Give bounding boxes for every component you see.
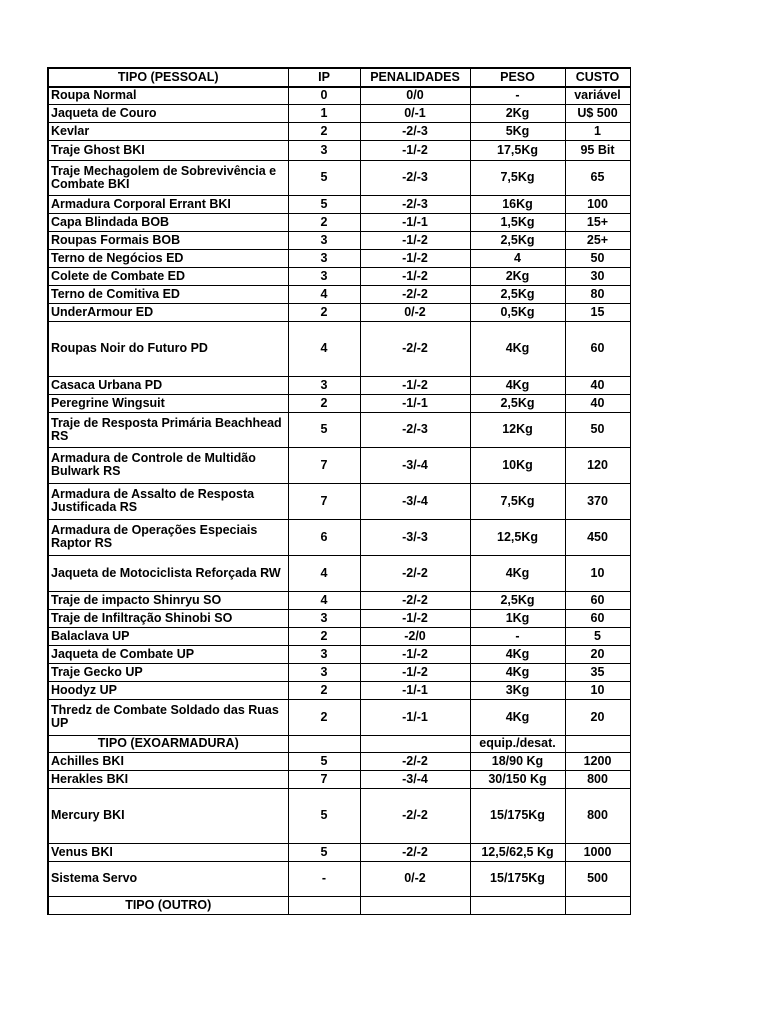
table-row (48, 788, 630, 843)
cell-tipo: Balaclava UP (48, 627, 288, 645)
header-ip: IP (288, 68, 360, 87)
cell-custo: 15 (565, 303, 630, 321)
table-row (48, 591, 630, 609)
cell-custo: 500 (565, 861, 630, 896)
cell-custo: 120 (565, 447, 630, 483)
cell-pen: -2/-3 (360, 412, 470, 447)
table-row (48, 483, 630, 519)
cell-pen (360, 735, 470, 752)
cell-tipo: Traje Ghost BKI (48, 140, 288, 160)
cell-pen: -1/-1 (360, 681, 470, 699)
cell-custo: 95 Bit (565, 140, 630, 160)
cell-peso: 12,5/62,5 Kg (470, 843, 565, 861)
cell-peso: 1,5Kg (470, 213, 565, 231)
cell-ip: 5 (288, 160, 360, 195)
cell-ip: 7 (288, 770, 360, 788)
cell-tipo: Venus BKI (48, 843, 288, 861)
cell-pen: 0/0 (360, 87, 470, 104)
cell-custo: 20 (565, 645, 630, 663)
table-row (48, 104, 630, 122)
table-row (48, 122, 630, 140)
cell-peso: 2Kg (470, 104, 565, 122)
table-row (48, 681, 630, 699)
cell-tipo: Roupas Noir do Futuro PD (48, 321, 288, 376)
table-row (48, 645, 630, 663)
cell-peso: 30/150 Kg (470, 770, 565, 788)
cell-tipo: Traje Mechagolem de Sobrevivência e Combate BKI (48, 160, 288, 195)
cell-pen: -2/-2 (360, 321, 470, 376)
cell-peso: 4Kg (470, 699, 565, 735)
table-row (48, 663, 630, 681)
header-penalidades: PENALIDADES (360, 68, 470, 87)
table-row (48, 285, 630, 303)
cell-tipo: Hoodyz UP (48, 681, 288, 699)
cell-peso: - (470, 627, 565, 645)
cell-ip: 5 (288, 412, 360, 447)
cell-peso: 2,5Kg (470, 231, 565, 249)
cell-tipo: Herakles BKI (48, 770, 288, 788)
cell-pen: -1/-2 (360, 140, 470, 160)
cell-pen: -1/-2 (360, 231, 470, 249)
cell-ip: 3 (288, 267, 360, 285)
cell-ip: 6 (288, 519, 360, 555)
table-row (48, 770, 630, 788)
cell-ip: 3 (288, 609, 360, 627)
table-row (48, 140, 630, 160)
cell-custo: 10 (565, 555, 630, 591)
cell-pen: 0/-2 (360, 303, 470, 321)
cell-custo: 65 (565, 160, 630, 195)
table-row (48, 231, 630, 249)
cell-ip (288, 735, 360, 752)
cell-custo: 30 (565, 267, 630, 285)
cell-pen: 0/-1 (360, 104, 470, 122)
table-row (48, 843, 630, 861)
cell-tipo: Jaqueta de Couro (48, 104, 288, 122)
cell-ip: 2 (288, 627, 360, 645)
cell-tipo: Colete de Combate ED (48, 267, 288, 285)
cell-ip: 3 (288, 376, 360, 394)
cell-custo: 15+ (565, 213, 630, 231)
cell-pen (360, 896, 470, 914)
cell-ip: 4 (288, 285, 360, 303)
cell-peso: 4Kg (470, 321, 565, 376)
cell-pen: -2/-2 (360, 591, 470, 609)
cell-pen: -1/-2 (360, 249, 470, 267)
cell-pen: -1/-1 (360, 213, 470, 231)
cell-ip: 4 (288, 555, 360, 591)
cell-pen: -2/-2 (360, 752, 470, 770)
cell-custo (565, 735, 630, 752)
cell-tipo: UnderArmour ED (48, 303, 288, 321)
section-row (48, 896, 630, 914)
section-row (48, 735, 630, 752)
cell-ip: 1 (288, 104, 360, 122)
cell-peso: 7,5Kg (470, 160, 565, 195)
cell-custo: 50 (565, 412, 630, 447)
cell-pen: -3/-4 (360, 447, 470, 483)
cell-pen: -3/-3 (360, 519, 470, 555)
cell-custo: 1 (565, 122, 630, 140)
cell-custo: 40 (565, 376, 630, 394)
table-row (48, 160, 630, 195)
cell-peso: 12,5Kg (470, 519, 565, 555)
cell-peso: 10Kg (470, 447, 565, 483)
cell-custo: 40 (565, 394, 630, 412)
cell-custo: 5 (565, 627, 630, 645)
cell-pen: -2/-2 (360, 843, 470, 861)
cell-tipo: Armadura de Controle de Multidão Bulwark RS (48, 447, 288, 483)
cell-pen: -2/0 (360, 627, 470, 645)
cell-ip: 2 (288, 303, 360, 321)
header-custo: CUSTO (565, 68, 630, 87)
cell-peso: 15/175Kg (470, 861, 565, 896)
table-row (48, 394, 630, 412)
cell-tipo: Thredz de Combate Soldado das Ruas UP (48, 699, 288, 735)
cell-tipo: Kevlar (48, 122, 288, 140)
cell-tipo: Terno de Comitiva ED (48, 285, 288, 303)
table-row (48, 376, 630, 394)
cell-ip: 3 (288, 231, 360, 249)
cell-ip: 3 (288, 140, 360, 160)
cell-tipo: Traje Gecko UP (48, 663, 288, 681)
cell-pen: -2/-2 (360, 285, 470, 303)
cell-ip: 2 (288, 699, 360, 735)
cell-tipo: Terno de Negócios ED (48, 249, 288, 267)
cell-ip: 5 (288, 788, 360, 843)
cell-custo: 20 (565, 699, 630, 735)
cell-custo: 60 (565, 321, 630, 376)
cell-peso: 4Kg (470, 376, 565, 394)
cell-peso: 2,5Kg (470, 394, 565, 412)
cell-custo: 100 (565, 195, 630, 213)
table-row (48, 752, 630, 770)
cell-custo: 1200 (565, 752, 630, 770)
table-row (48, 447, 630, 483)
cell-tipo: Roupas Formais BOB (48, 231, 288, 249)
cell-custo: 800 (565, 770, 630, 788)
cell-tipo: Jaqueta de Combate UP (48, 645, 288, 663)
cell-custo: 50 (565, 249, 630, 267)
cell-tipo: Mercury BKI (48, 788, 288, 843)
cell-tipo: Armadura de Operações Especiais Raptor RS (48, 519, 288, 555)
cell-custo: 10 (565, 681, 630, 699)
table-row (48, 699, 630, 735)
table-row (48, 321, 630, 376)
cell-peso: 1Kg (470, 609, 565, 627)
cell-ip: 3 (288, 663, 360, 681)
cell-pen: -2/-2 (360, 555, 470, 591)
cell-pen: -1/-2 (360, 609, 470, 627)
table-row (48, 213, 630, 231)
cell-ip: 7 (288, 447, 360, 483)
table-row (48, 555, 630, 591)
cell-ip: 5 (288, 752, 360, 770)
cell-peso: 12Kg (470, 412, 565, 447)
cell-ip: 3 (288, 645, 360, 663)
cell-ip: 4 (288, 321, 360, 376)
cell-custo: 370 (565, 483, 630, 519)
cell-peso: 5Kg (470, 122, 565, 140)
cell-peso: 4 (470, 249, 565, 267)
cell-peso: 0,5Kg (470, 303, 565, 321)
cell-tipo: Traje de Resposta Primária Beachhead RS (48, 412, 288, 447)
cell-peso: 4Kg (470, 645, 565, 663)
cell-peso: equip./desat. (470, 735, 565, 752)
cell-custo: 1000 (565, 843, 630, 861)
table-row (48, 249, 630, 267)
cell-pen: -1/-1 (360, 394, 470, 412)
cell-tipo: Armadura Corporal Errant BKI (48, 195, 288, 213)
header-tipo: TIPO (PESSOAL) (48, 68, 288, 87)
cell-peso: 7,5Kg (470, 483, 565, 519)
cell-custo (565, 896, 630, 914)
cell-pen: -2/-3 (360, 160, 470, 195)
cell-pen: -1/-2 (360, 645, 470, 663)
cell-ip: 5 (288, 195, 360, 213)
table-row (48, 303, 630, 321)
table-row (48, 627, 630, 645)
cell-peso: 4Kg (470, 663, 565, 681)
cell-custo: variável (565, 87, 630, 104)
cell-custo: 80 (565, 285, 630, 303)
cell-tipo: Roupa Normal (48, 87, 288, 104)
cell-pen: -3/-4 (360, 483, 470, 519)
cell-tipo: Sistema Servo (48, 861, 288, 896)
cell-peso: 17,5Kg (470, 140, 565, 160)
cell-ip: 2 (288, 681, 360, 699)
cell-custo: 25+ (565, 231, 630, 249)
cell-peso: 2Kg (470, 267, 565, 285)
header-row (48, 68, 630, 87)
cell-ip (288, 896, 360, 914)
header-peso: PESO (470, 68, 565, 87)
cell-tipo: Casaca Urbana PD (48, 376, 288, 394)
cell-peso: 2,5Kg (470, 591, 565, 609)
cell-pen: -1/-2 (360, 267, 470, 285)
cell-pen: -2/-2 (360, 788, 470, 843)
table-row (48, 609, 630, 627)
cell-ip: 3 (288, 249, 360, 267)
cell-ip: 4 (288, 591, 360, 609)
table-row (48, 267, 630, 285)
cell-pen: -3/-4 (360, 770, 470, 788)
cell-peso: 2,5Kg (470, 285, 565, 303)
cell-ip: 7 (288, 483, 360, 519)
table-row (48, 195, 630, 213)
cell-custo: 450 (565, 519, 630, 555)
cell-tipo: Peregrine Wingsuit (48, 394, 288, 412)
cell-peso: 18/90 Kg (470, 752, 565, 770)
cell-pen: -1/-2 (360, 663, 470, 681)
table-row (48, 519, 630, 555)
table-row (48, 861, 630, 896)
cell-pen: -2/-3 (360, 195, 470, 213)
cell-peso: 16Kg (470, 195, 565, 213)
cell-pen: 0/-2 (360, 861, 470, 896)
cell-peso: 4Kg (470, 555, 565, 591)
cell-tipo: Traje de impacto Shinryu SO (48, 591, 288, 609)
cell-peso: 3Kg (470, 681, 565, 699)
cell-custo: 35 (565, 663, 630, 681)
cell-ip: 2 (288, 213, 360, 231)
cell-tipo: Armadura de Assalto de Resposta Justificada RS (48, 483, 288, 519)
cell-ip: 2 (288, 122, 360, 140)
cell-tipo: Achilles BKI (48, 752, 288, 770)
cell-tipo: Traje de Infiltração Shinobi SO (48, 609, 288, 627)
cell-custo: 60 (565, 609, 630, 627)
cell-ip: 2 (288, 394, 360, 412)
equipment-table (47, 67, 631, 915)
cell-ip: 5 (288, 843, 360, 861)
cell-custo: U$ 500 (565, 104, 630, 122)
cell-tipo: TIPO (OUTRO) (48, 896, 288, 914)
cell-tipo: Capa Blindada BOB (48, 213, 288, 231)
cell-peso: 15/175Kg (470, 788, 565, 843)
cell-tipo: TIPO (EXOARMADURA) (48, 735, 288, 752)
cell-custo: 800 (565, 788, 630, 843)
cell-pen: -2/-3 (360, 122, 470, 140)
cell-ip: 0 (288, 87, 360, 104)
table-row (48, 87, 630, 104)
cell-tipo: Jaqueta de Motociclista Reforçada RW (48, 555, 288, 591)
cell-pen: -1/-1 (360, 699, 470, 735)
table-row (48, 412, 630, 447)
cell-peso (470, 896, 565, 914)
cell-ip: - (288, 861, 360, 896)
cell-peso: - (470, 87, 565, 104)
cell-custo: 60 (565, 591, 630, 609)
cell-pen: -1/-2 (360, 376, 470, 394)
